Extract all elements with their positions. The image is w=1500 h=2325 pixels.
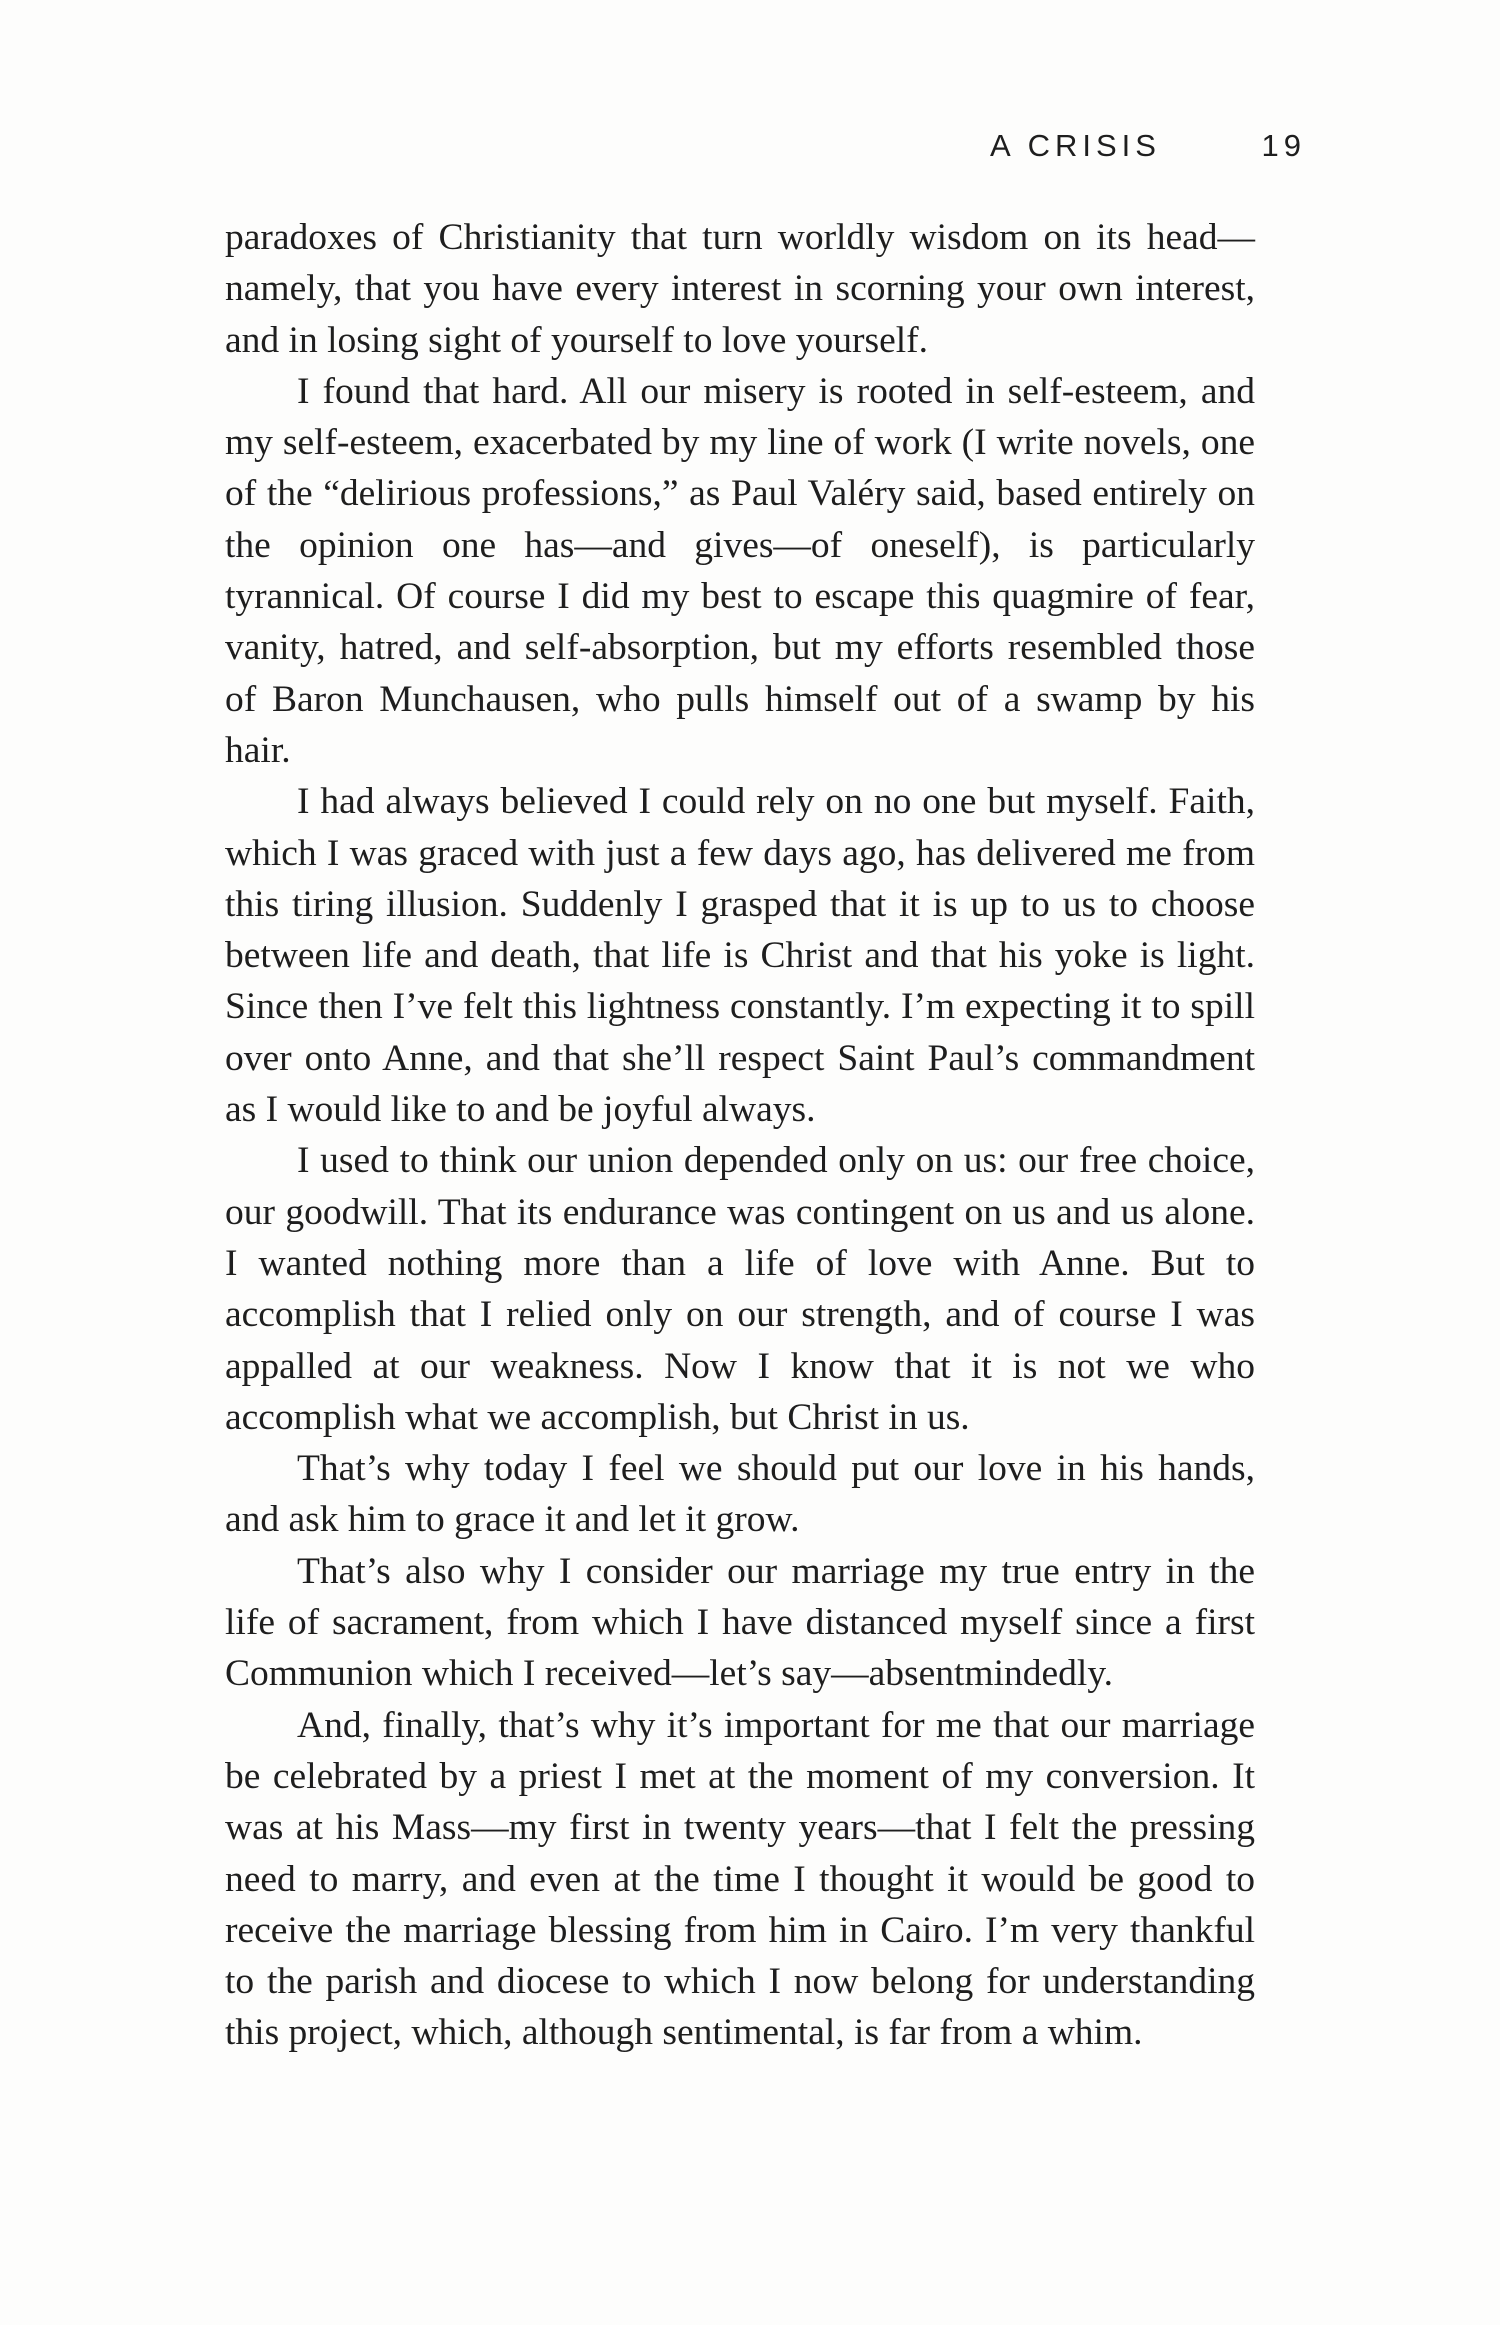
chapter-title: A CRISIS <box>990 128 1161 163</box>
paragraph: And, finally, that’s why it’s important for me that our marriage be celebrated by a priest I met at the moment of my conversion. It was at his Mass—my first in twenty years—that I felt the pressing need to marry, and even at the time I thought it would be good to receive the marriage blessing from him in Cairo. I’m very thankful to the parish and diocese to which I now belong for understanding this project, which, although sentimental, is far from a whim. <box>225 1704 1255 2054</box>
paragraph: I found that hard. All our misery is rooted in self-esteem, and my self-esteem, exacerbated by my line of work (I write novels, one of the “delirious professions,” as Paul Valéry said, based entirely on the opinion one has—and gives—of oneself), is particularly tyrannical. Of course I did my best to escape this quagmire of fear, vanity, hatred, and self-absorption, but my efforts resembled those of Baron Munchausen, who pulls himself out of a swamp by his hair. <box>225 370 1255 771</box>
paragraph: That’s also why I consider our marriage my true entry in the life of sacrament, from which I have distanced myself since a first Communion which I received—let’s say—absentmindedly. <box>225 1550 1255 1695</box>
body-text <box>225 212 1255 2059</box>
paragraph: I had always believed I could rely on no one but myself. Faith, which I was graced with just a few days ago, has delivered me from this tiring illusion. Suddenly I grasped that it is up to us to choose between life and death, that life is Christ and that his yoke is light. Since then I’ve felt this lightness constantly. I’m expecting it to spill over onto Anne, and that she’ll respect Saint Paul’s commandment as I would like to and be joyful always. <box>225 781 1255 1131</box>
page-number: 19 <box>1261 128 1306 163</box>
paragraph: That’s why today I feel we should put our love in his hands, and ask him to grace it and let it grow. <box>225 1448 1255 1541</box>
paragraph: paradoxes of Christianity that turn worldly wisdom on its head—namely, that you have every interest in scorning your own interest, and in losing sight of yourself to love yourself. <box>225 217 1255 361</box>
paragraph: I used to think our union depended only on us: our free choice, our goodwill. That its endurance was contingent on us and us alone. I wanted nothing more than a life of love with Anne. But to accomplish that I relied only on our strength, and of course I was appalled at our weakness. Now I know that it is not we who accomplish what we accomplish, but Christ in us. <box>225 1140 1255 1438</box>
running-header <box>990 128 1306 168</box>
